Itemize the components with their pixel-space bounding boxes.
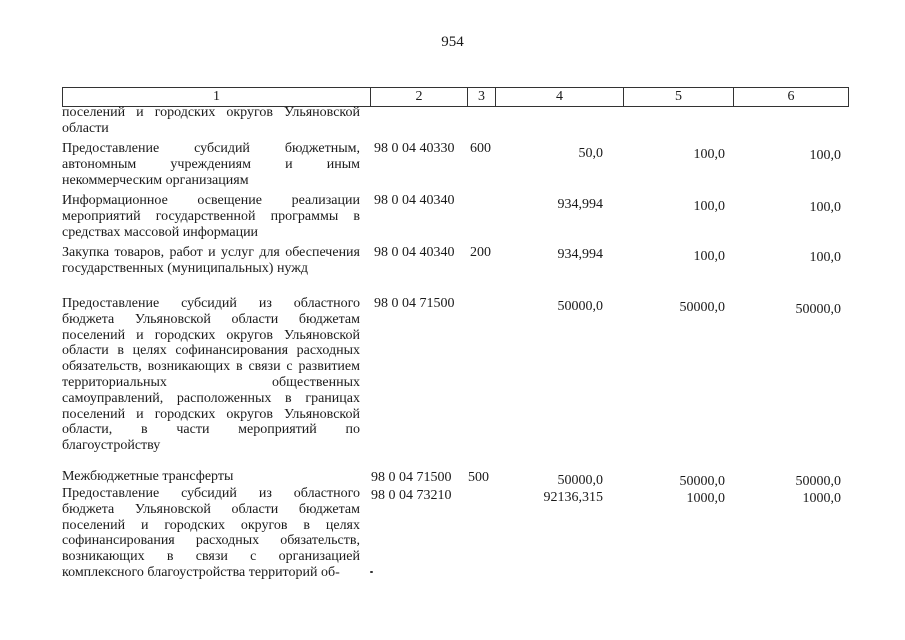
row-name: Предоставление субсидий из областного бюджета Ульяновской области бюджетам поселений и городских округов в целях софинансирования расходных обязательств, возникающих в связи с организацией комплексного благоустройства территорий об- (62, 486, 360, 580)
row-value-col4: 50000,0 (557, 473, 603, 488)
row-name: поселений и городских округов Ульяновской области (62, 105, 360, 136)
row-expense-type: 500 (468, 470, 489, 485)
table-header (62, 87, 849, 107)
row-value-col5: 100,0 (693, 199, 725, 214)
row-name: Межбюджетные трансферты (62, 469, 234, 484)
row-value-col4: 934,994 (557, 197, 603, 212)
row-value-col4: 50,0 (578, 146, 603, 161)
row-value-col6: 100,0 (809, 148, 841, 163)
header-col-3: 3 (478, 89, 485, 104)
row-code: 98 0 04 71500 (371, 470, 452, 485)
row-value-col5: 100,0 (693, 249, 725, 264)
row-value-col6: 100,0 (809, 250, 841, 265)
row-value-col5: 50000,0 (679, 300, 725, 315)
row-name: Предоставление субсидий бюджетным, автономным учреждениям и иным некоммерческим организациям (62, 141, 360, 188)
row-expense-type: 600 (470, 141, 491, 156)
row-value-col6: 50000,0 (795, 302, 841, 317)
header-col-4: 4 (556, 89, 563, 104)
row-code: 98 0 04 40340 (374, 245, 455, 260)
row-code: 98 0 04 40330 (374, 141, 455, 156)
header-col-5: 5 (675, 89, 682, 104)
row-name: Предоставление субсидий из областного бюджета Ульяновской области бюджетам поселений и городских округов Ульяновской области в целях софинансирования расходных обязательств, возникающих в связи с развитием территориальных общественных самоуправлений, расположенных в границах поселений и городских округов Ульяновской области, в части мероприятий по благоустройству (62, 296, 360, 454)
row-value-col5: 100,0 (693, 147, 725, 162)
row-value-col5: 50000,0 (679, 474, 725, 489)
row-value-col6: 1000,0 (802, 491, 841, 506)
row-code: 98 0 04 73210 (371, 488, 452, 503)
header-col-1: 1 (213, 89, 220, 104)
row-value-col4: 50000,0 (557, 299, 603, 314)
row-value-col4: 934,994 (557, 247, 603, 262)
row-name: Закупка товаров, работ и услуг для обеспечения государственных (муниципальных) нужд (62, 245, 360, 276)
row-value-col5: 1000,0 (686, 491, 725, 506)
row-code: 98 0 04 40340 (374, 193, 455, 208)
row-name: Информационное освещение реализации мероприятий государственной программы в средствах массовой информации (62, 193, 360, 240)
row-value-col6: 100,0 (809, 200, 841, 215)
header-col-6: 6 (787, 89, 795, 104)
page-number: 954 (441, 34, 464, 50)
row-expense-type: 200 (470, 245, 491, 260)
scan-speck (370, 571, 373, 573)
header-col-2: 2 (415, 89, 423, 104)
row-value-col4: 92136,315 (543, 490, 603, 505)
row-code: 98 0 04 71500 (374, 296, 455, 311)
row-value-col6: 50000,0 (795, 474, 841, 489)
